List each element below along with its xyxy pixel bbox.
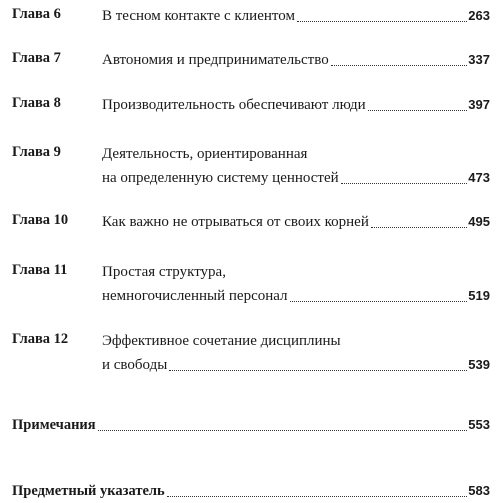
chapter-title-line: Простая структура, <box>102 264 226 280</box>
chapter-title-line: и свободы <box>102 357 168 373</box>
chapter-title <box>102 48 490 72</box>
page-number: 397 <box>468 97 490 112</box>
chapter-title <box>102 260 490 308</box>
section-title: Предметный указатель <box>12 483 165 499</box>
chapter-title-line: Автономия и предпринимательство <box>102 52 329 68</box>
leader-dots <box>371 226 467 228</box>
chapter-title <box>102 93 490 117</box>
leader-dots <box>98 429 468 431</box>
chapter-number: Глава 11 <box>12 262 68 278</box>
chapter-title-line: немногочисленный персонал <box>102 288 288 304</box>
page-number: 337 <box>468 52 490 67</box>
chapter-title <box>102 210 490 234</box>
chapter-title-line: Деятельность, ориентированная <box>102 146 308 162</box>
leader-dots <box>341 182 468 184</box>
chapter-number: Глава 12 <box>12 331 69 347</box>
leader-dots <box>297 20 467 22</box>
leader-dots <box>167 495 468 497</box>
chapter-title <box>102 142 490 190</box>
leader-dots <box>169 369 467 371</box>
page-number: 539 <box>468 357 490 372</box>
chapter-number: Глава 9 <box>12 144 61 160</box>
chapter-title <box>102 329 490 377</box>
section-title: Примечания <box>12 417 96 433</box>
chapter-number: Глава 10 <box>12 212 69 228</box>
chapter-number: Глава 8 <box>12 95 61 111</box>
page-number: 263 <box>468 8 490 23</box>
page-number: 473 <box>468 170 490 185</box>
page-number: 495 <box>468 214 490 229</box>
chapter-title-line: В тесном контакте с клиентом <box>102 8 295 24</box>
page-number: 553 <box>468 417 490 432</box>
chapter-title-line: Производительность обеспечивают люди <box>102 97 366 113</box>
chapter-number: Глава 7 <box>12 50 61 66</box>
leader-dots <box>331 64 468 66</box>
toc-entry-notes[interactable] <box>12 413 490 437</box>
chapter-title-line: Эффективное сочетание дисциплины <box>102 333 341 349</box>
chapter-number: Глава 6 <box>12 6 61 22</box>
leader-dots <box>368 109 468 111</box>
chapter-title <box>102 4 490 28</box>
page-number: 583 <box>468 483 490 498</box>
leader-dots <box>290 300 468 302</box>
chapter-title-line: Как важно не отрываться от своих корней <box>102 214 369 230</box>
toc-entry-index[interactable] <box>12 479 490 503</box>
chapter-title-line: на определенную систему ценностей <box>102 170 339 186</box>
page-number: 519 <box>468 288 490 303</box>
